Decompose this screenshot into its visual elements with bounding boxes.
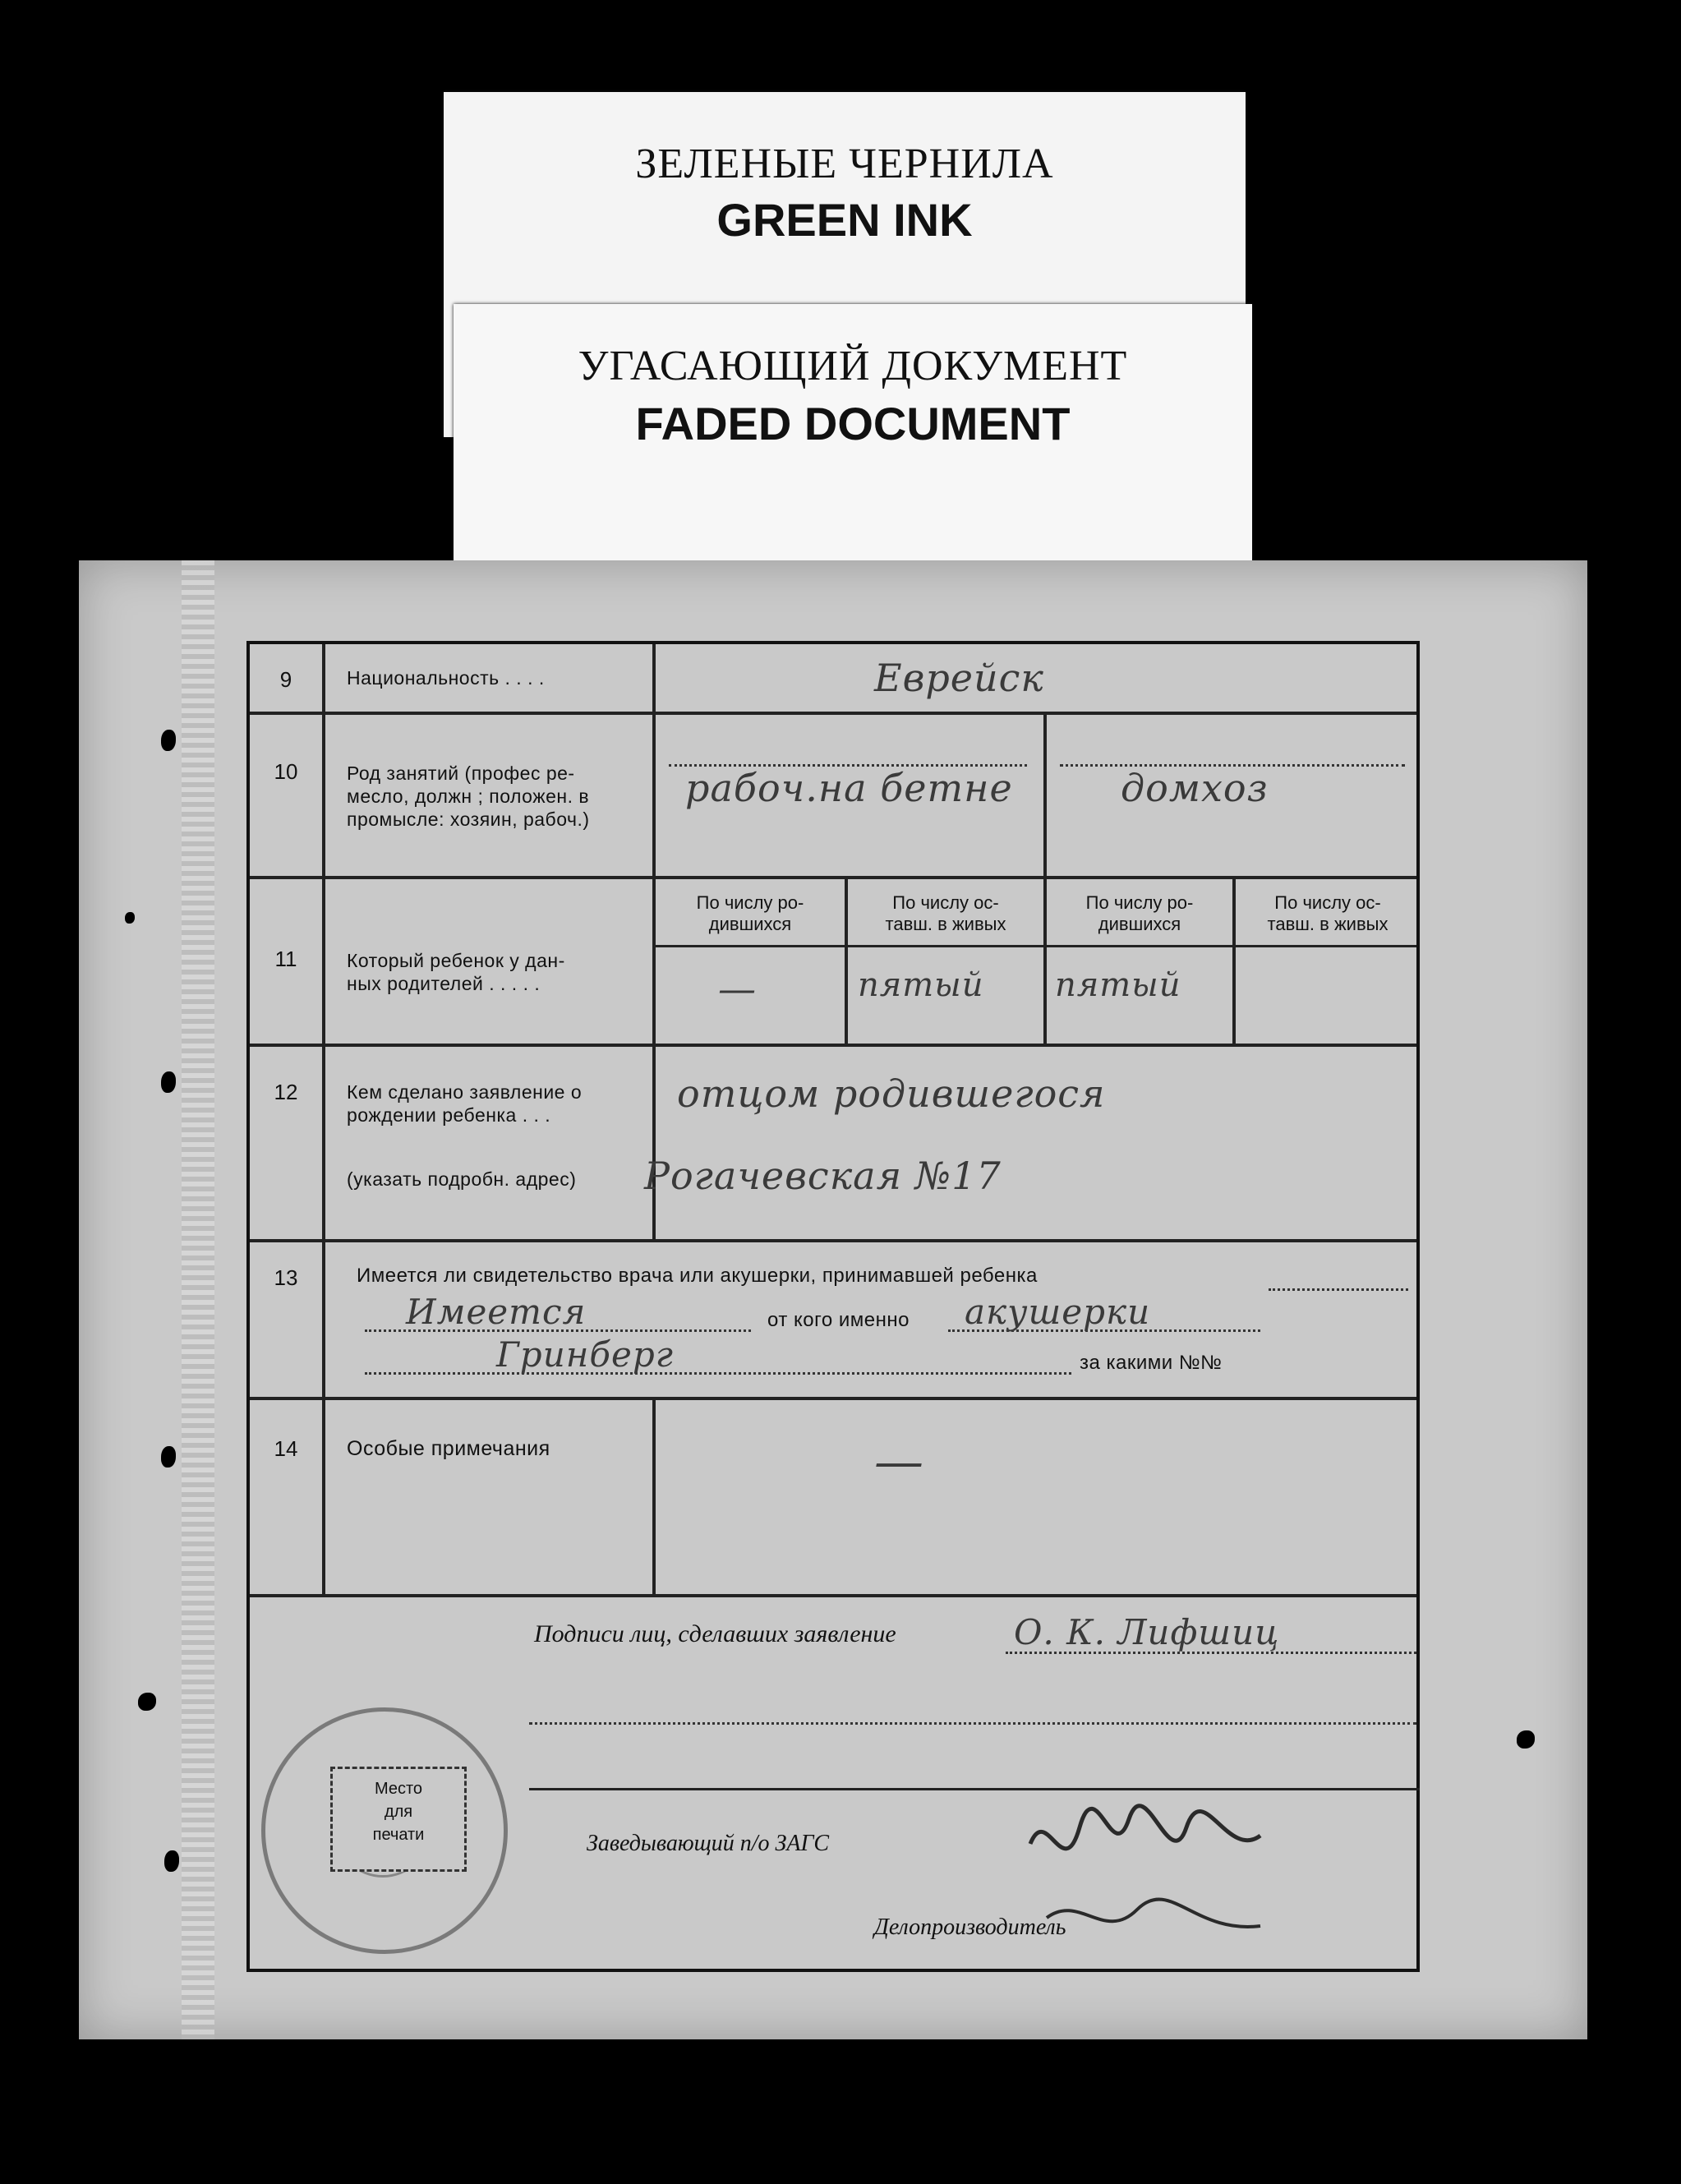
- row-number: 10: [274, 759, 298, 784]
- head-signature-scribble: [1014, 1795, 1285, 1959]
- faded-document-label-card: [454, 304, 1252, 567]
- row-number: 13: [274, 1265, 298, 1290]
- clerk-label: Делопроизводитель: [874, 1914, 1066, 1940]
- punch-hole: [1615, 1694, 1633, 1712]
- col1-head-line2: дившихся: [708, 914, 792, 934]
- row-number: 12: [274, 1080, 298, 1104]
- col3-head-line1: По числу ро-: [1085, 892, 1194, 913]
- applicant-label-line1: Кем сделано заявление о: [347, 1081, 583, 1103]
- punch-hole: [125, 912, 135, 924]
- punch-hole: [1591, 720, 1605, 741]
- row-certificate: [250, 1242, 1416, 1400]
- applicant-label-line2: рождении ребенка . . .: [347, 1104, 551, 1126]
- row-nationality: [250, 644, 1416, 715]
- child-order-label-line2: ных родителей . . . . .: [347, 973, 541, 994]
- child-order-label-line1: Который ребенок у дан-: [347, 950, 565, 971]
- col2-head-line2: тавш. в живых: [885, 914, 1006, 934]
- punch-hole: [138, 1693, 156, 1711]
- col4-head-line2: тавш. в живых: [1267, 914, 1389, 934]
- row-number: 11: [274, 947, 297, 971]
- certificate-from-value: акушерки: [965, 1292, 1151, 1332]
- punch-hole: [161, 730, 176, 751]
- punch-hole: [161, 1071, 176, 1093]
- row-child-order: [250, 879, 1416, 1047]
- punch-hole: [1591, 1068, 1605, 1090]
- col2-head-line1: По числу ос-: [892, 892, 999, 913]
- green-ink-ru: ЗЕЛЕНЫЕ ЧЕРНИЛА: [635, 141, 1054, 187]
- stamp-place-line2: для: [384, 1803, 413, 1821]
- certificate-question: Имеется ли свидетельство врача или акушерки, принимавшей ребенка: [357, 1265, 1038, 1287]
- punch-hole: [164, 1850, 179, 1872]
- certificate-exists-value: Имеется: [406, 1292, 587, 1332]
- mother-occupation-value: домхоз: [1121, 766, 1269, 810]
- col1-value: —: [718, 966, 757, 1011]
- applicant-signature-label: Подписи лиц, сделавших заявление: [534, 1620, 896, 1647]
- stamp-place-line1: Место: [374, 1780, 423, 1798]
- punch-hole: [1517, 1730, 1535, 1749]
- punch-hole: [1594, 1441, 1609, 1463]
- row-number: 9: [279, 667, 292, 692]
- zags-head-label: Заведывающий п/о ЗАГС: [587, 1831, 830, 1856]
- nationality-value: Еврейск: [874, 656, 1044, 700]
- nationality-label: Национальность . . . .: [347, 667, 545, 689]
- col1-head-line1: По числу ро-: [696, 892, 804, 913]
- row-number: 14: [274, 1436, 298, 1461]
- col4-head-line1: По числу ос-: [1274, 892, 1381, 913]
- applicant-address-value: Рогачевская №17: [644, 1154, 1002, 1198]
- applicant-value: отцом родившегося: [677, 1071, 1106, 1116]
- perforated-edge: [182, 560, 214, 2039]
- row-occupation: [250, 715, 1416, 879]
- stamp-place-box: [330, 1767, 467, 1872]
- certificate-name-value: Гринберг: [496, 1334, 675, 1375]
- faded-document-ru: УГАСАЮЩИЙ ДОКУМЕНТ: [578, 343, 1128, 389]
- green-ink-en: GREEN INK: [716, 194, 973, 246]
- faded-document-en: FADED DOCUMENT: [635, 398, 1071, 449]
- father-occupation-value: рабоч.на бетне: [685, 766, 1013, 810]
- col3-head-line2: дившихся: [1098, 914, 1181, 934]
- col2-value: пятый: [858, 966, 984, 1004]
- occupation-label-line3: промысле: хозяин, рабоч.): [347, 809, 590, 830]
- occupation-label-line1: Род занятий (профес ре-: [347, 763, 575, 784]
- applicant-label-line3: (указать подробн. адрес): [347, 1168, 577, 1190]
- row-applicant: [250, 1047, 1416, 1242]
- notes-value: —: [874, 1433, 924, 1491]
- punch-hole: [1609, 1844, 1623, 1865]
- applicant-signature-value: О. К. Лифшиц: [1014, 1612, 1280, 1652]
- which-numbers-label: за какими №№: [1080, 1352, 1223, 1374]
- col3-value: пятый: [1055, 966, 1181, 1004]
- from-whom-label: от кого именно: [767, 1309, 910, 1331]
- punch-hole: [161, 1446, 176, 1468]
- notes-label: Особые примечания: [347, 1437, 550, 1460]
- row-notes: [250, 1400, 1416, 1597]
- occupation-label-line2: месло, должн ; положен. в: [347, 786, 590, 807]
- stamp-place-line3: печати: [372, 1826, 425, 1844]
